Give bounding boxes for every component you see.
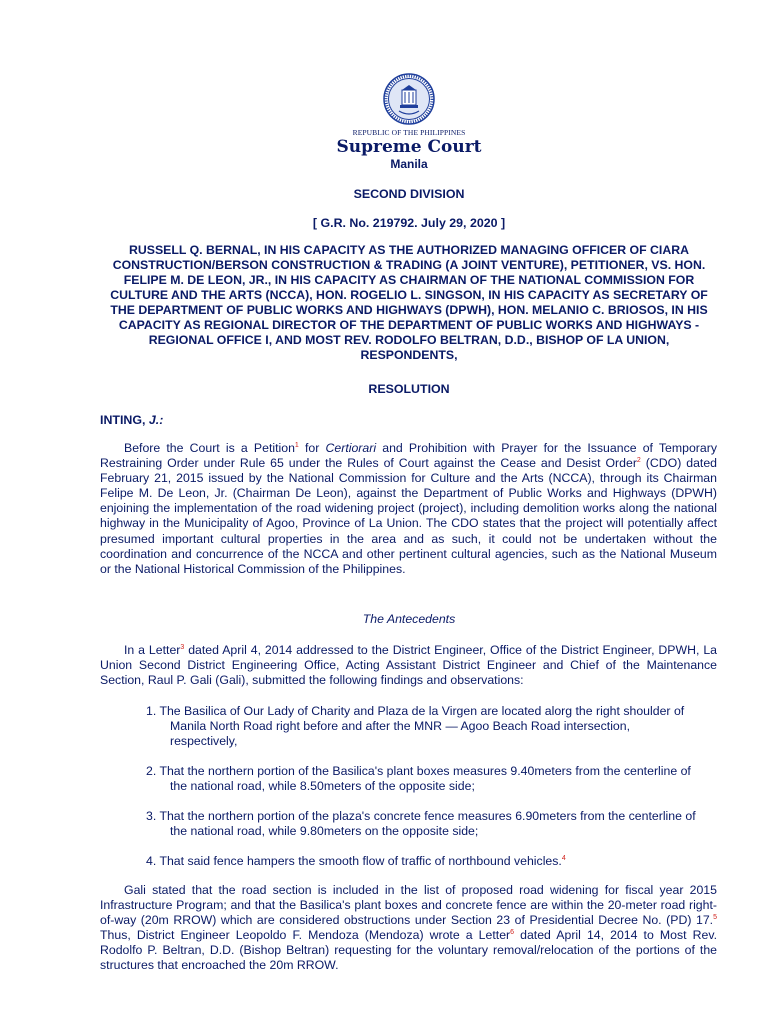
footnote-ref[interactable]: 6: [510, 929, 515, 937]
ponente: [100, 413, 163, 427]
paragraph-text: dated April 14, 2014 to Most Rev. Rodolfo P. Beltran, D.D. (Bishop Beltran) requesting for the voluntary removal/relocation of the portions of the structures that encroached the 20m RROW.: [100, 928, 717, 973]
supreme-court-seal-icon: [383, 73, 435, 125]
case-number: [ G.R. No. 219792. July 29, 2020 ]: [312, 216, 506, 230]
footnote-ref[interactable]: 2: [636, 457, 641, 464]
republic-label: REPUBLIC OF THE PHILIPPINES: [352, 128, 466, 137]
paragraph-text: dated April 4, 2014 addressed to the District Engineer, Office of the District Engineer, DPWH, La Union Second District Engineering Office, Acting Assistant District Engineer and Chief of the Maintenance Section, Raul P. Gali (Gali), submitted the following findings and observations:: [100, 643, 717, 688]
paragraph-text: Before the Court is a Petition: [124, 441, 295, 455]
list-number: 4.: [146, 854, 160, 868]
list-text: The Basilica of Our Lady of Charity and Plaza de la Virgen are located alorg the right shoulder of Manila North Road right before and after the MNR — Agoo Beach Road intersection, respectively,: [159, 704, 685, 749]
list-text: That the northern portion of the Basilica's plant boxes measures 9.40meters from the centerline of the national road, while 8.50meters of the opposite side;: [159, 764, 691, 794]
paragraph-text: Thus, District Engineer Leopoldo F. Mendoza (Mendoza) wrote a Letter: [100, 928, 511, 943]
list-text: That said fence hampers the smooth flow of traffic of northbound vehicles.: [159, 854, 562, 868]
ponente-title: J.:: [148, 413, 164, 427]
ponente-name: INTING,: [100, 413, 149, 427]
footnote-ref[interactable]: 3: [180, 643, 185, 651]
paragraph: [100, 441, 717, 577]
paragraph-text: and Prohibition with Prayer for the Issuance of Temporary Restraining Order under Rule 65 under the Rules of Court against the Cease and Desist Order: [100, 441, 717, 471]
list-text: That the northern portion of the plaza's concrete fence measures 6.90meters from the centerline of the national road, while 9.80meters on the opposite side;: [159, 809, 696, 839]
paragraph-text: In a Letter: [124, 643, 181, 657]
section-heading: The Antecedents: [362, 612, 456, 626]
list-number: 2.: [146, 764, 160, 778]
case-caption: RUSSELL Q. BERNAL, IN HIS CAPACITY AS THE AUTHORIZED MANAGING OFFICER OF CIARA CONSTRUCTION/BERSON CONSTRUCTION & TRADING (A JOINT VENTURE), PETITIONER, VS. HON. FELIPE M. DE LEON, JR., IN HIS CAPACITY AS CHAIRMAN OF THE NATIONAL COMMISSION FOR CULTURE AND THE ARTS (NCCA), HON. ROGELIO L. SINGSON, IN HIS CAPACITY AS SECRETARY OF THE DEPARTMENT OF PUBLIC WORKS AND HIGHWAYS (DPWH), HON. MELANIO C. BRIOSOS, IN HIS CAPACITY AS REGIONAL DIRECTOR OF THE DEPARTMENT OF PUBLIC WORKS AND HIGHWAYS - REGIONAL OFFICE I, AND MOST REV. RODOLFO BELTRAN, D.D., BISHOP OF LA UNION, RESPONDENTS,: [110, 243, 708, 362]
list-number: 1.: [146, 704, 160, 718]
footnote-ref[interactable]: 5: [713, 914, 717, 922]
footnote-ref[interactable]: 4: [561, 854, 566, 862]
court-city: Manila: [390, 157, 428, 171]
paragraph-text: Gali stated that the road section is included in the list of proposed road widening for fiscal year 2015 Infrastructure Program; and that the Basilica's plant boxes and concrete fence are within the 20-meter road right-of-way (20m RROW) which are considered obstructions under Section 23 of Presidential Decree No. (PD) 17.: [100, 883, 717, 928]
list-item: [146, 809, 696, 839]
paragraph-text: (CDO) dated February 21, 2015 issued by the National Commission for Culture and the Arts (NCCA), through its Chairman Felipe M. De Leon, Jr. (Chairman De Leon), against the Department of Public Works and Highways (DPWH) enjoining the implementation of the road widening project (project), including demolition works along the national highway in the Municipality of Agoo, Province of La Union. The CDO states that the project will potentially affect presumed important cultural properties in the area and as such, it could not be undertaken without the coordination and concurrence of the NCCA and other pertinent cultural agencies, such as the National Museum or the National Historical Commission of the Philippines.: [100, 456, 718, 576]
paragraph: [100, 883, 717, 974]
paragraph-text: for: [298, 441, 326, 455]
division-title: SECOND DIVISION: [353, 187, 465, 201]
list-number: 3.: [146, 809, 160, 823]
document-type: RESOLUTION: [368, 382, 450, 396]
italic-term: Certiorari: [325, 441, 377, 455]
paragraph: [100, 643, 717, 688]
list-item: [146, 704, 696, 749]
footnote-ref[interactable]: 1: [294, 441, 299, 449]
list-item: [146, 764, 696, 794]
court-name: Supreme Court: [336, 137, 482, 157]
list-item: [146, 854, 696, 869]
